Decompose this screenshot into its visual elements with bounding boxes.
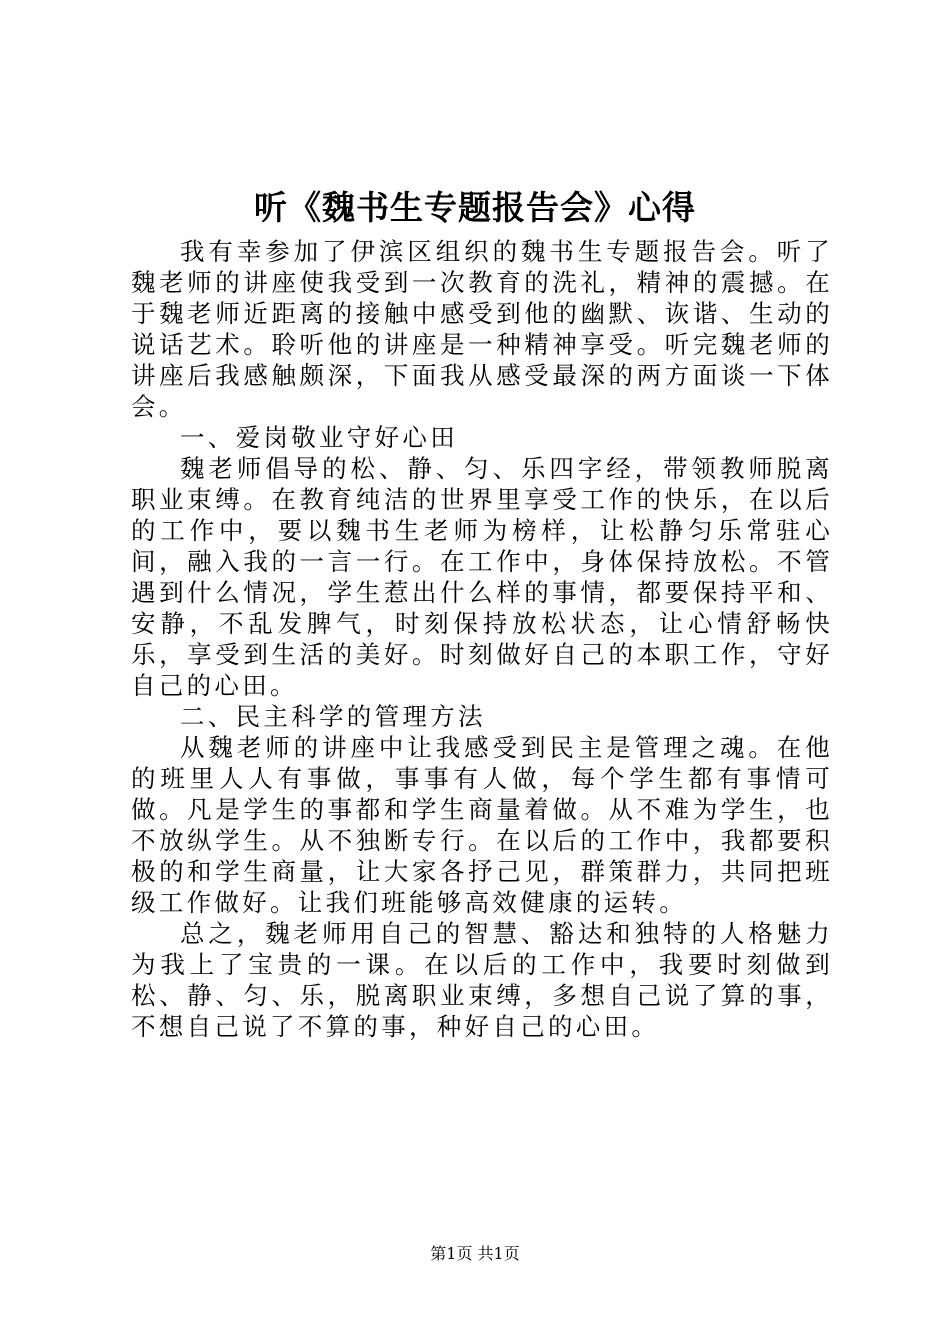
section-heading-1: 一、爱岗敬业守好心田: [180, 423, 458, 452]
paragraph-intro: 我有幸参加了伊滨区组织的魏书生专题报告会。听了魏老师的讲座使我受到一次教育的洗礼，精神的震撼。在于魏老师近距离的接触中感受到他的幽默、诙谐、生动的说话艺术。聆听他的讲座是一种精神享受。听完魏老师的讲座后我感触颇深，下面我从感受最深的两方面谈一下体会。: [131, 237, 833, 421]
paragraph-conclusion: 总之，魏老师用自己的智慧、豁达和独特的人格魅力为我上了宝贵的一课。在以后的工作中，我要时刻做到松、静、匀、乐，脱离职业束缚，多想自己说了算的事，不想自己说了不算的事，种好自己的心田。: [131, 919, 833, 1041]
page-footer: 第1页 共1页: [430, 1244, 520, 1263]
section-heading-2: 二、民主科学的管理方法: [180, 702, 486, 731]
document-title: 听《魏书生专题报告会》心得: [254, 188, 696, 227]
document-body: [131, 236, 833, 1042]
paragraph-section-1: 魏老师倡导的松、静、匀、乐四字经，带领教师脱离职业束缚。在教育纯洁的世界里享受工作的快乐，在以后的工作中，要以魏书生老师为榜样，让松静匀乐常驻心间，融入我的一言一行。在工作中，身体保持放松。不管遇到什么情况，学生惹出什么样的事情，都要保持平和、安静，不乱发脾气，时刻保持放松状态，让心情舒畅快乐，享受到生活的美好。时刻做好自己的本职工作，守好自己的心田。: [131, 454, 833, 700]
paragraph-section-2: 从魏老师的讲座中让我感受到民主是管理之魂。在他的班里人人有事做，事事有人做，每个学生都有事情可做。凡是学生的事都和学生商量着做。从不难为学生，也不放纵学生。从不独断专行。在以后的工作中，我都要积极的和学生商量，让大家各抒己见，群策群力，共同把班级工作做好。让我们班能够高效健康的运转。: [131, 733, 833, 917]
